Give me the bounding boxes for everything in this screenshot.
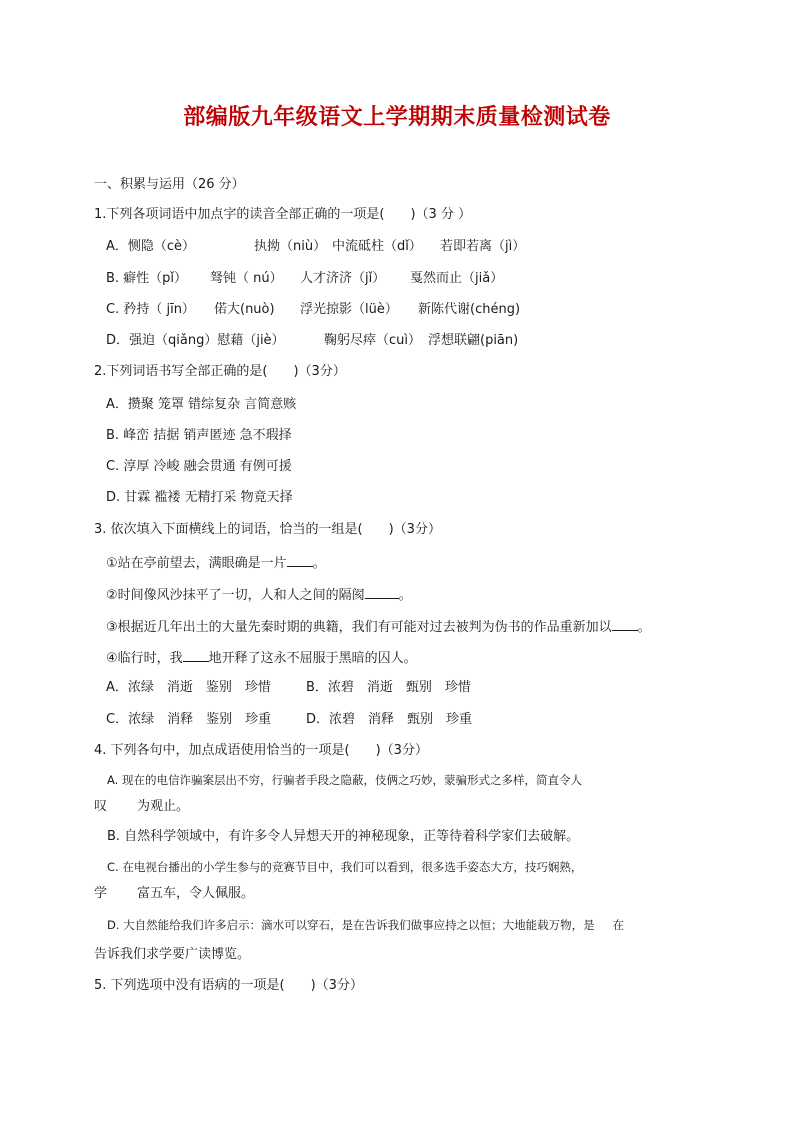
question-3-stem: 3. 依次填入下面横线上的词语，恰当的一组是( )（3分） (94, 522, 441, 537)
question-5-stem: 5. 下列选项中没有语病的一项是( )（3分） (94, 978, 363, 993)
q3-options-ab (106, 680, 471, 696)
q1-c-3: 浮光掠影（lüè） (300, 302, 398, 317)
q1-a-3: 中流砥柱（dǐ） (332, 239, 422, 254)
q1-option-c (106, 302, 520, 318)
question-4-stem: 4. 下列各句中，加点成语使用恰当的一项是( )（3分） (94, 743, 428, 758)
q1-c-2: 偌大(nuò) (214, 302, 275, 317)
q2-option-d: D. 甘霖 褴褛 无精打采 物竟天择 (106, 490, 293, 505)
q1-d-2: 鞠躬尽瘁（cuì） (324, 333, 421, 348)
q3-option-a: A．浓绿 消逝 鉴别 珍惜 (106, 680, 271, 695)
q3-sentence-2: ②时间像风沙抹平了一切，人和人之间的隔阂 。 (106, 588, 412, 603)
q1-b-2: 驽钝（ nú） (210, 271, 283, 286)
q1-b-3: 人才济济（jǐ） (300, 271, 386, 286)
q2-option-a: A．攒聚 笼罩 错综复杂 言简意赅 (106, 397, 297, 412)
answer-blank (287, 554, 313, 567)
q2-option-c: C. 淳厚 冷峻 融会贯通 有例可援 (106, 459, 292, 474)
page-title: 部编版九年级语文上学期期末质量检测试卷 (183, 104, 611, 130)
q3-option-d: D．浓碧 消释 甄别 珍重 (306, 712, 473, 727)
q1-a-4: 若即若离（jì） (440, 239, 526, 254)
q1-option-b (106, 271, 503, 287)
q3-sentence-4: ④临行时，我 地开释了这永不屈服于黑暗的囚人。 (106, 651, 417, 666)
q4-option-c-line2: 学 富五车，令人佩服。 (94, 886, 255, 901)
q3-option-c: C．浓绿 消释 鉴别 珍重 (106, 712, 272, 727)
q4-option-c-line1: C. 在电视台播出的小学生参与的竞赛节目中，我们可以看到，很多选手姿态大方，技巧娴熟， (107, 860, 583, 874)
answer-blank (365, 586, 399, 599)
q1-a-1: A．恻隐（cè） (106, 239, 196, 254)
q1-a-2: 执拗（niù） (254, 239, 327, 254)
answer-blank (183, 649, 209, 662)
section-heading: 一、积累与运用（26 分） (94, 177, 245, 192)
question-2-stem: 2.下列词语书写全部正确的是( )（3分） (94, 364, 346, 379)
q3-option-b: B．浓碧 消逝 甄别 珍惜 (306, 680, 471, 695)
q3-sentence-3: ③根据近几年出土的大量先秦时期的典籍，我们有可能对过去被判为伪书的作品重新加以 。 (106, 620, 651, 635)
q1-c-1: C. 矜持（ jīn） (106, 302, 195, 317)
q4-option-a-line2: 叹 为观止。 (94, 799, 190, 814)
q1-option-d (106, 333, 518, 349)
q1-c-4: 新陈代谢(chéng) (418, 302, 521, 317)
q2-option-b: B. 峰峦 拮据 销声匿迹 急不瑕择 (106, 428, 292, 443)
q4-option-d-line1: D. 大自然能给我们许多启示：滴水可以穿石，是在告诉我们做事应持之以恒；大地能载万物，是 在 (107, 918, 625, 932)
q4-option-b: B. 自然科学领域中，有许多令人异想天开的神秘现象，正等待着科学家们去破解。 (107, 829, 580, 844)
q1-d-3: 浮想联翩(piān) (428, 333, 519, 348)
question-1-stem: 1.下列各项词语中加点字的读音全部正确的一项是( )（3 分 ） (94, 207, 472, 222)
q1-b-4: 戛然而止（jiǎ） (410, 271, 504, 286)
q4-option-a-line1: A. 现在的电信诈骗案层出不穷，行骗者手段之隐蔽，伎俩之巧妙，蒙骗形式之多样，简直令人 (107, 773, 582, 787)
q1-b-1: B. 癖性（pǐ） (106, 271, 188, 286)
q4-option-d-line2: 告诉我们求学要广读博览。 (94, 947, 251, 962)
q3-sentence-1: ①站在亭前望去，满眼确是一片 。 (106, 556, 326, 571)
q1-d-1: D．强迫（qiǎng）慰藉（jiè） (106, 333, 285, 348)
q1-option-a (106, 239, 525, 255)
answer-blank (612, 618, 638, 631)
q3-options-cd (106, 712, 472, 728)
